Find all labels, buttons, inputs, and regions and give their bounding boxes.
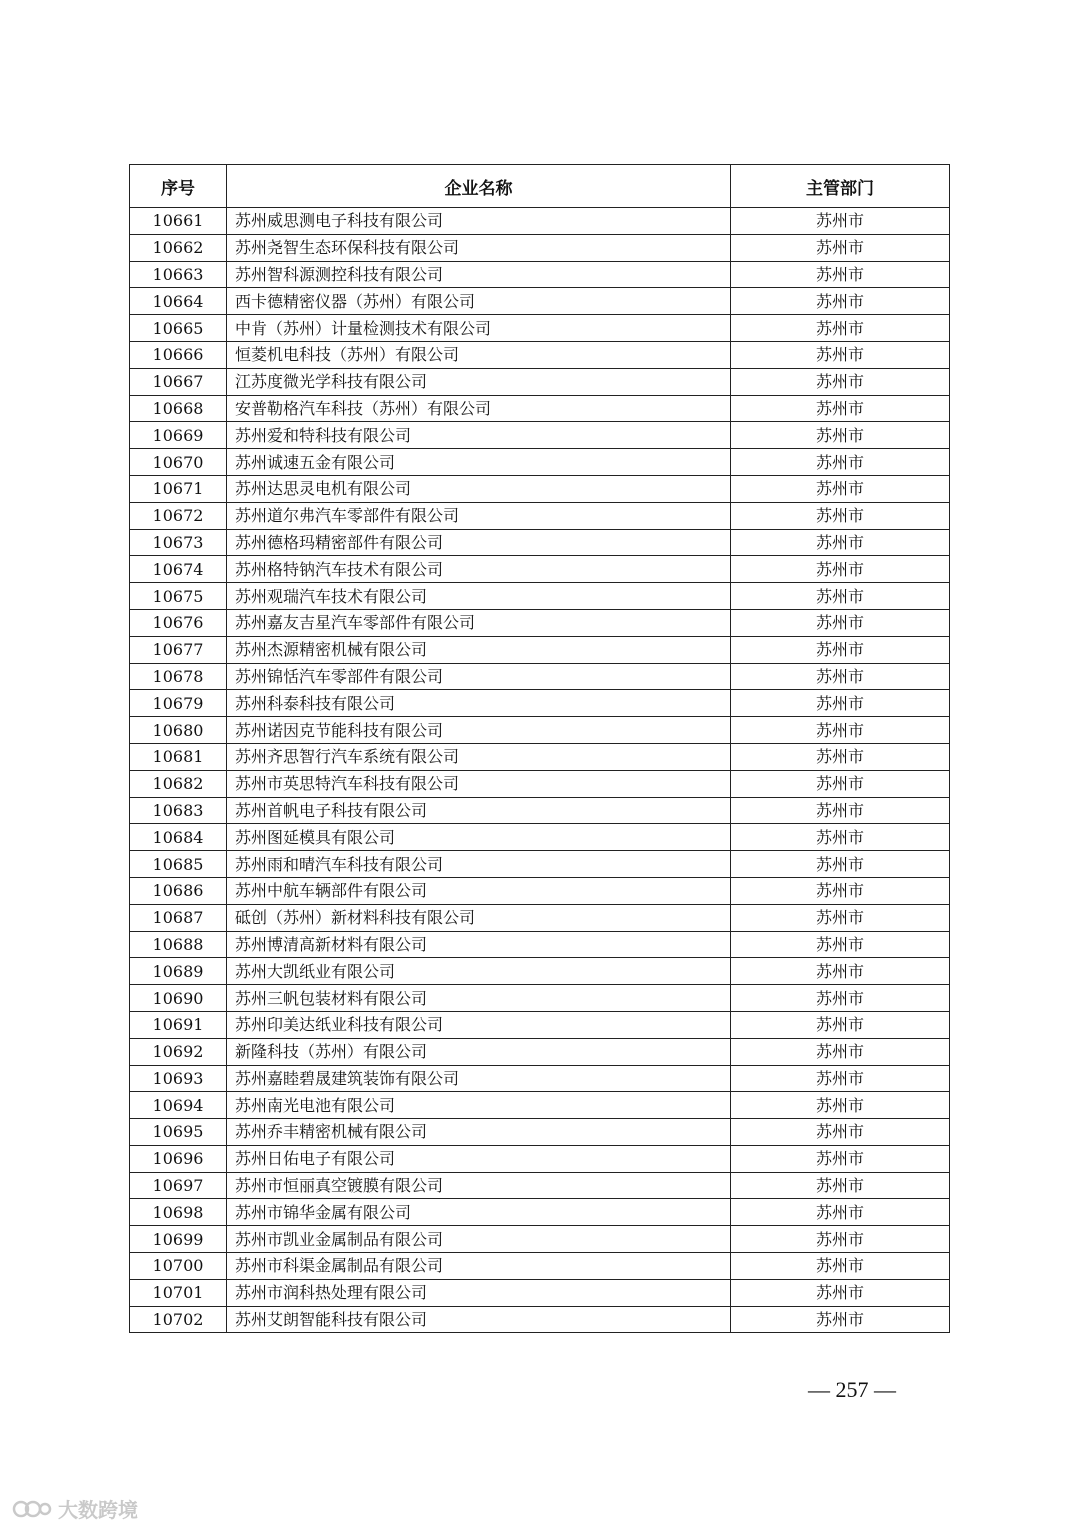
row-serial-number: 10662 (130, 234, 227, 261)
row-department: 苏州市 (731, 1145, 950, 1172)
row-serial-number: 10665 (130, 315, 227, 342)
row-serial-number: 10678 (130, 663, 227, 690)
row-company-name: 苏州博清高新材料有限公司 (227, 931, 731, 958)
table-row (130, 422, 950, 449)
table-row (130, 958, 950, 985)
row-department: 苏州市 (731, 1199, 950, 1226)
row-serial-number: 10700 (130, 1253, 227, 1280)
row-department: 苏州市 (731, 556, 950, 583)
row-serial-number: 10695 (130, 1119, 227, 1146)
table-row (130, 288, 950, 315)
row-company-name: 砥创（苏州）新材料科技有限公司 (227, 904, 731, 931)
table-row (130, 1172, 950, 1199)
row-company-name: 西卡德精密仪器（苏州）有限公司 (227, 288, 731, 315)
table-row (130, 690, 950, 717)
row-department: 苏州市 (731, 904, 950, 931)
row-serial-number: 10666 (130, 341, 227, 368)
table-row (130, 851, 950, 878)
row-department: 苏州市 (731, 208, 950, 235)
table-row (130, 449, 950, 476)
table-row (130, 556, 950, 583)
row-serial-number: 10667 (130, 368, 227, 395)
row-company-name: 苏州智科源测控科技有限公司 (227, 261, 731, 288)
row-serial-number: 10664 (130, 288, 227, 315)
row-company-name: 苏州南光电池有限公司 (227, 1092, 731, 1119)
row-department: 苏州市 (731, 449, 950, 476)
watermark (12, 1494, 138, 1523)
table-row (130, 208, 950, 235)
row-department: 苏州市 (731, 958, 950, 985)
row-serial-number: 10677 (130, 636, 227, 663)
table-row (130, 583, 950, 610)
row-company-name: 苏州科泰科技有限公司 (227, 690, 731, 717)
row-serial-number: 10701 (130, 1279, 227, 1306)
row-company-name: 安普勒格汽车科技（苏州）有限公司 (227, 395, 731, 422)
table-row (130, 609, 950, 636)
row-department: 苏州市 (731, 341, 950, 368)
table-row (130, 663, 950, 690)
table-row (130, 877, 950, 904)
row-department: 苏州市 (731, 1172, 950, 1199)
row-serial-number: 10685 (130, 851, 227, 878)
table-header-row (130, 165, 950, 208)
row-company-name: 苏州雨和晴汽车科技有限公司 (227, 851, 731, 878)
row-company-name: 苏州市锦华金属有限公司 (227, 1199, 731, 1226)
row-serial-number: 10680 (130, 717, 227, 744)
row-serial-number: 10688 (130, 931, 227, 958)
row-company-name: 苏州嘉友吉星汽车零部件有限公司 (227, 609, 731, 636)
enterprise-table (129, 164, 950, 1333)
row-serial-number: 10693 (130, 1065, 227, 1092)
table-row (130, 315, 950, 342)
row-company-name: 苏州市凯业金属制品有限公司 (227, 1226, 731, 1253)
row-serial-number: 10689 (130, 958, 227, 985)
row-department: 苏州市 (731, 609, 950, 636)
header-serial-number: 序号 (130, 165, 227, 208)
row-company-name: 苏州市科渠金属制品有限公司 (227, 1253, 731, 1280)
row-company-name: 苏州观瑞汽车技术有限公司 (227, 583, 731, 610)
table-row (130, 368, 950, 395)
row-company-name: 苏州嘉睦碧晟建筑装饰有限公司 (227, 1065, 731, 1092)
row-department: 苏州市 (731, 851, 950, 878)
row-serial-number: 10672 (130, 502, 227, 529)
table-row (130, 261, 950, 288)
row-company-name: 苏州三帆包装材料有限公司 (227, 985, 731, 1012)
table-row (130, 985, 950, 1012)
row-company-name: 苏州图延模具有限公司 (227, 824, 731, 851)
row-serial-number: 10696 (130, 1145, 227, 1172)
row-department: 苏州市 (731, 475, 950, 502)
row-serial-number: 10682 (130, 770, 227, 797)
row-department: 苏州市 (731, 288, 950, 315)
row-serial-number: 10699 (130, 1226, 227, 1253)
table-row (130, 1092, 950, 1119)
row-company-name: 苏州锦恬汽车零部件有限公司 (227, 663, 731, 690)
row-department: 苏州市 (731, 1306, 950, 1333)
row-serial-number: 10690 (130, 985, 227, 1012)
row-serial-number: 10679 (130, 690, 227, 717)
table-row (130, 1038, 950, 1065)
row-department: 苏州市 (731, 368, 950, 395)
row-serial-number: 10674 (130, 556, 227, 583)
row-department: 苏州市 (731, 1011, 950, 1038)
row-department: 苏州市 (731, 877, 950, 904)
row-department: 苏州市 (731, 690, 950, 717)
row-company-name: 新隆科技（苏州）有限公司 (227, 1038, 731, 1065)
row-serial-number: 10684 (130, 824, 227, 851)
row-company-name: 苏州威思测电子科技有限公司 (227, 208, 731, 235)
table-row (130, 1119, 950, 1146)
row-department: 苏州市 (731, 797, 950, 824)
row-company-name: 苏州爱和特科技有限公司 (227, 422, 731, 449)
row-department: 苏州市 (731, 1038, 950, 1065)
row-serial-number: 10668 (130, 395, 227, 422)
row-company-name: 苏州乔丰精密机械有限公司 (227, 1119, 731, 1146)
row-department: 苏州市 (731, 395, 950, 422)
row-serial-number: 10698 (130, 1199, 227, 1226)
row-serial-number: 10675 (130, 583, 227, 610)
row-department: 苏州市 (731, 502, 950, 529)
row-department: 苏州市 (731, 422, 950, 449)
row-company-name: 苏州尧智生态环保科技有限公司 (227, 234, 731, 261)
row-company-name: 苏州诚速五金有限公司 (227, 449, 731, 476)
watermark-text: 大数跨境 (58, 1498, 138, 1522)
row-serial-number: 10686 (130, 877, 227, 904)
row-company-name: 苏州德格玛精密部件有限公司 (227, 529, 731, 556)
row-department: 苏州市 (731, 583, 950, 610)
row-department: 苏州市 (731, 985, 950, 1012)
row-serial-number: 10691 (130, 1011, 227, 1038)
table-row (130, 1199, 950, 1226)
table-row (130, 475, 950, 502)
row-serial-number: 10669 (130, 422, 227, 449)
table-body (130, 208, 950, 1333)
table-row (130, 1011, 950, 1038)
table-row (130, 931, 950, 958)
row-company-name: 恒菱机电科技（苏州）有限公司 (227, 341, 731, 368)
row-department: 苏州市 (731, 1065, 950, 1092)
table-row (130, 1226, 950, 1253)
row-department: 苏州市 (731, 743, 950, 770)
row-department: 苏州市 (731, 663, 950, 690)
row-company-name: 苏州艾朗智能科技有限公司 (227, 1306, 731, 1333)
table-row (130, 636, 950, 663)
table-row (130, 1065, 950, 1092)
row-department: 苏州市 (731, 315, 950, 342)
row-department: 苏州市 (731, 636, 950, 663)
table-row (130, 904, 950, 931)
table-row (130, 1253, 950, 1280)
row-company-name: 苏州市恒丽真空镀膜有限公司 (227, 1172, 731, 1199)
table-row (130, 770, 950, 797)
table-row (130, 529, 950, 556)
header-department: 主管部门 (731, 165, 950, 208)
row-department: 苏州市 (731, 1279, 950, 1306)
row-company-name: 苏州市英思特汽车科技有限公司 (227, 770, 731, 797)
row-serial-number: 10663 (130, 261, 227, 288)
row-company-name: 苏州中航车辆部件有限公司 (227, 877, 731, 904)
row-company-name: 江苏度微光学科技有限公司 (227, 368, 731, 395)
row-department: 苏州市 (731, 1226, 950, 1253)
row-serial-number: 10692 (130, 1038, 227, 1065)
table-row (130, 743, 950, 770)
row-department: 苏州市 (731, 234, 950, 261)
row-serial-number: 10670 (130, 449, 227, 476)
table-row (130, 341, 950, 368)
table-row (130, 502, 950, 529)
row-department: 苏州市 (731, 261, 950, 288)
row-serial-number: 10694 (130, 1092, 227, 1119)
page-number: — 257 — (808, 1377, 896, 1402)
row-company-name: 苏州大凯纸业有限公司 (227, 958, 731, 985)
row-department: 苏州市 (731, 1092, 950, 1119)
row-department: 苏州市 (731, 931, 950, 958)
row-serial-number: 10683 (130, 797, 227, 824)
row-company-name: 苏州杰源精密机械有限公司 (227, 636, 731, 663)
table-row (130, 1279, 950, 1306)
row-company-name: 苏州达思灵电机有限公司 (227, 475, 731, 502)
row-serial-number: 10697 (130, 1172, 227, 1199)
row-serial-number: 10702 (130, 1306, 227, 1333)
row-serial-number: 10681 (130, 743, 227, 770)
row-serial-number: 10687 (130, 904, 227, 931)
table-row (130, 1306, 950, 1333)
row-company-name: 苏州格特钠汽车技术有限公司 (227, 556, 731, 583)
row-company-name: 苏州道尔弗汽车零部件有限公司 (227, 502, 731, 529)
row-department: 苏州市 (731, 717, 950, 744)
row-serial-number: 10661 (130, 208, 227, 235)
row-company-name: 苏州日佑电子有限公司 (227, 1145, 731, 1172)
watermark-logo-icon (12, 1498, 52, 1520)
row-company-name: 中肯（苏州）计量检测技术有限公司 (227, 315, 731, 342)
table-row (130, 824, 950, 851)
table-row (130, 234, 950, 261)
row-company-name: 苏州印美达纸业科技有限公司 (227, 1011, 731, 1038)
row-department: 苏州市 (731, 770, 950, 797)
row-company-name: 苏州齐思智行汽车系统有限公司 (227, 743, 731, 770)
header-company-name: 企业名称 (227, 165, 731, 208)
row-department: 苏州市 (731, 1119, 950, 1146)
table-row (130, 797, 950, 824)
row-serial-number: 10676 (130, 609, 227, 636)
table-row (130, 395, 950, 422)
row-company-name: 苏州市润科热处理有限公司 (227, 1279, 731, 1306)
row-department: 苏州市 (731, 824, 950, 851)
table-row (130, 1145, 950, 1172)
row-serial-number: 10671 (130, 475, 227, 502)
row-serial-number: 10673 (130, 529, 227, 556)
row-department: 苏州市 (731, 529, 950, 556)
table-row (130, 717, 950, 744)
row-company-name: 苏州诺因克节能科技有限公司 (227, 717, 731, 744)
row-department: 苏州市 (731, 1253, 950, 1280)
row-company-name: 苏州首帆电子科技有限公司 (227, 797, 731, 824)
